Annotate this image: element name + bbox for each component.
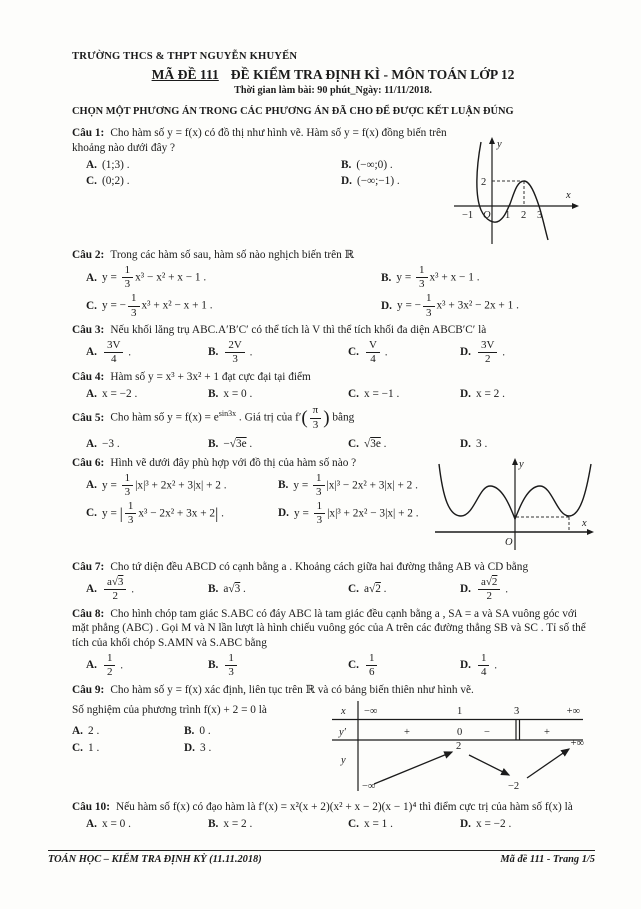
option-a-post: x³ − x² + x − 1 . <box>135 271 207 284</box>
x-tick-3: 3 <box>537 210 543 222</box>
question-9-body <box>72 699 594 796</box>
period: . <box>381 346 388 359</box>
fraction-denominator: 3 <box>316 486 322 499</box>
option-c-label: C. <box>72 741 83 754</box>
question-5-stem <box>72 405 594 431</box>
x-tick-2: 2 <box>521 210 527 222</box>
x-value-3: 3 <box>514 706 520 718</box>
question-9-left <box>72 699 328 796</box>
question-9-number: Câu 9: <box>72 683 105 696</box>
option-a-label: A. <box>86 817 97 830</box>
title-line <box>72 66 594 84</box>
fraction <box>104 577 126 603</box>
question-7-stem <box>72 560 594 575</box>
fraction-numerator: 2V <box>225 340 244 354</box>
option-b-label: B. <box>208 659 219 672</box>
sign-zero: 0 <box>457 727 463 739</box>
axis-label-x: x <box>566 190 571 202</box>
option-b-text: 0 . <box>199 725 211 738</box>
fraction <box>104 653 116 679</box>
sign-plus-2: + <box>544 727 550 739</box>
option-a <box>86 437 208 452</box>
option-d-text: x = −2 . <box>475 817 512 830</box>
x-minus-inf: −∞ <box>364 706 378 718</box>
sqrt-prefix: a√ <box>106 575 118 588</box>
abs-bar: | <box>119 505 123 523</box>
option-a-post: |x|³ + 2x² + 3|x| + 2 . <box>135 479 227 492</box>
fraction-numerator: 1 <box>416 265 428 279</box>
question-4-number: Câu 4: <box>72 370 105 383</box>
question-6 <box>72 456 594 556</box>
fraction-denominator: 2 <box>112 590 118 603</box>
option-d <box>341 174 400 189</box>
option-b-text: x = 2 . <box>223 817 253 830</box>
question-8-text: Cho hình chóp tam giác S.ABC có đáy ABC là tam giác đều cạnh bằng a , SA = a và SA vuông góc với mặt phẳng (ABC) . Gọi M và N lần lượt là hình chiếu vuông góc của A trên các đường thẳng SB và SC . Tỉ số thể tích của khối chóp S.AMN và S.ABC bằng <box>72 607 586 650</box>
option-b-label: B. <box>208 583 219 596</box>
question-1 <box>72 126 594 244</box>
period: . <box>117 659 124 672</box>
option-d <box>460 653 594 679</box>
question-10-text: Nếu hàm số f(x) có đạo hàm là f′(x) = x²(x + 2)(x² + x − 2)(x − 1)⁴ thì điểm cực trị của hàm số f(x) là <box>115 801 573 814</box>
option-a <box>86 387 208 402</box>
cubic-function-graph <box>450 134 582 248</box>
question-5-text-3: bằng <box>329 411 355 424</box>
option-c-text: x = −1 . <box>363 387 400 400</box>
option-d-label: D. <box>460 659 471 672</box>
fraction-denominator: 3 <box>124 278 131 291</box>
question-2-stem <box>72 248 594 263</box>
period: . <box>128 583 135 596</box>
question-4-options-row <box>86 387 594 402</box>
option-d-text: x = 2 . <box>475 387 505 400</box>
option-b-label: B. <box>381 271 392 284</box>
x-value-1: 1 <box>457 706 463 718</box>
option-d-label: D. <box>460 438 471 451</box>
x-tick-1: 1 <box>505 210 511 222</box>
option-b <box>208 653 348 679</box>
option-c-post: x³ + x² − x + 1 . <box>141 299 213 312</box>
option-b <box>208 817 348 832</box>
option-c-text: (0;2) . <box>101 175 130 188</box>
fraction-numerator: 1 <box>125 501 137 515</box>
question-9-stem <box>72 683 594 698</box>
fraction-denominator: 3 <box>312 418 319 431</box>
fraction-numerator <box>104 577 126 591</box>
option-a <box>72 724 184 739</box>
option-b <box>184 724 211 739</box>
option-a-label: A. <box>72 725 83 738</box>
fraction-numerator: 1 <box>478 653 490 667</box>
page-title: ĐỀ KIỂM TRA ĐỊNH KÌ - MÔN TOÁN LỚP 12 <box>230 66 515 82</box>
option-d-post: x³ + 3x² − 2x + 1 . <box>436 299 519 312</box>
option-a-text: x = −2 . <box>101 387 138 400</box>
fraction <box>104 340 123 366</box>
question-9-subtext: Số nghiệm của phương trình f(x) + 2 = 0 là <box>72 704 267 717</box>
option-b <box>381 265 480 291</box>
option-a-label: A. <box>86 387 97 400</box>
question-9-text: Cho hàm số y = f(x) xác định, liên tục trên ℝ và có bảng biến thiên như hình vẽ. <box>110 683 474 696</box>
exam-time: Thời gian làm bài: 90 phút_Ngày: 11/11/2018. <box>234 85 432 97</box>
period: . <box>240 583 246 596</box>
sqrt-radicand: 3e <box>370 438 381 451</box>
y-max-2: 2 <box>456 741 462 753</box>
fraction-denominator: 2 <box>484 353 491 366</box>
question-2 <box>72 248 594 319</box>
question-1-stem <box>72 126 472 155</box>
option-a-label: A. <box>86 438 97 451</box>
option-d <box>381 293 519 319</box>
sqrt-prefix: a√ <box>480 575 492 588</box>
option-c-label: C. <box>86 507 97 520</box>
exponent: sin3x <box>218 409 237 419</box>
fraction <box>478 577 500 603</box>
sign-minus: − <box>484 727 490 739</box>
fraction <box>122 265 134 291</box>
question-6-stem <box>72 456 492 471</box>
option-d-post: |x|³ + 2x² − 3|x| + 2 . <box>327 507 419 520</box>
fraction <box>122 473 134 499</box>
question-4 <box>72 370 594 401</box>
fraction-numerator: 1 <box>366 653 378 667</box>
option-d-label: D. <box>460 583 471 596</box>
fraction-denominator: 3 <box>228 666 234 679</box>
question-7 <box>72 560 594 603</box>
fraction-numerator: 1 <box>104 653 116 667</box>
exam-code: MÃ ĐỀ 111 <box>151 66 219 82</box>
fraction-numerator: 1 <box>122 265 134 279</box>
question-8-stem <box>72 607 594 651</box>
option-a-label: A. <box>86 158 97 171</box>
fraction <box>314 501 326 527</box>
option-a <box>86 653 208 679</box>
option-c-text: 1 . <box>87 741 100 754</box>
option-a <box>86 473 278 499</box>
fraction-denominator: 4 <box>370 353 376 366</box>
question-3-number: Câu 3: <box>72 324 105 337</box>
footer-right: Mã đề 111 - Trang 1/5 <box>500 854 595 865</box>
abs-bar: | <box>215 505 219 523</box>
option-a-label: A. <box>86 479 97 492</box>
option-a-text: (1;3) . <box>101 158 130 171</box>
option-c <box>348 387 460 402</box>
option-b-label: B. <box>208 346 219 359</box>
question-2-options-row-1 <box>86 265 594 291</box>
fraction-denominator: 2 <box>486 590 492 603</box>
period: . <box>499 346 506 359</box>
option-c-label: C. <box>348 817 359 830</box>
fraction <box>313 473 325 499</box>
fraction <box>478 653 490 679</box>
fraction <box>225 653 237 679</box>
axis-label-y: y <box>497 139 502 151</box>
fraction-numerator: V <box>366 340 380 354</box>
option-d <box>460 577 594 603</box>
period: . <box>125 346 132 359</box>
option-b-pre: −√ <box>223 438 236 451</box>
fraction <box>478 340 497 366</box>
sqrt-radicand: 3 <box>234 583 241 596</box>
option-a-label: A. <box>86 346 97 359</box>
paren-close: ) <box>323 407 330 429</box>
option-c-label: C. <box>348 387 359 400</box>
option-b-label: B. <box>341 158 352 171</box>
option-c <box>348 653 460 679</box>
question-9-options-row-2 <box>72 741 328 756</box>
option-a <box>86 158 341 173</box>
option-a-label: A. <box>86 271 97 284</box>
fraction <box>310 405 322 431</box>
option-b-label: B. <box>184 725 195 738</box>
question-2-text: Trong các hàm số sau, hàm số nào nghịch biến trên ℝ <box>110 249 354 262</box>
period: . <box>502 583 509 596</box>
option-a-pre: y = <box>101 271 120 284</box>
sign-plus-1: + <box>404 727 410 739</box>
option-d-text: 3 . <box>199 741 212 754</box>
option-c-label: C. <box>348 659 359 672</box>
option-d <box>460 437 594 452</box>
option-a <box>86 340 208 366</box>
y-min-minus-2: −2 <box>508 781 520 792</box>
row-label-y-prime: y′ <box>339 727 346 739</box>
option-d-pre: y = − <box>396 299 422 312</box>
option-d-label: D. <box>381 299 392 312</box>
option-c-pre: √ <box>363 438 371 451</box>
question-10 <box>72 800 594 831</box>
option-d <box>460 387 594 402</box>
option-c <box>348 340 460 366</box>
option-c-pre: y = <box>101 507 120 520</box>
fraction-numerator: 3V <box>478 340 497 354</box>
option-b <box>208 582 348 597</box>
fraction-denominator: 3 <box>131 306 137 319</box>
exam-instruction: CHỌN MỘT PHƯƠNG ÁN TRONG CÁC PHƯƠNG ÁN ĐÃ CHO ĐỂ ĐƯỢC KẾT LUẬN ĐÚNG <box>72 105 514 117</box>
option-b <box>208 387 348 402</box>
fraction <box>225 340 244 366</box>
fraction <box>416 265 428 291</box>
option-b-pre: y = <box>396 271 415 284</box>
sqrt-prefix: a√ <box>363 583 376 596</box>
option-c-pre: y = − <box>101 299 127 312</box>
period: . <box>380 438 387 451</box>
fraction <box>366 653 378 679</box>
option-b-pre: y = <box>293 479 312 492</box>
period: . <box>380 583 387 596</box>
option-d-label: D. <box>341 175 352 188</box>
option-a <box>86 265 381 291</box>
y-tick-2: 2 <box>481 177 487 189</box>
option-d <box>460 817 594 832</box>
question-3-text: Nếu khối lăng trụ ABC.A′B′C′ có thể tích là V thì thể tích khối đa diện ABCB′C′ là <box>110 324 487 337</box>
sqrt-radicand: 2 <box>375 583 381 596</box>
question-5 <box>72 405 594 452</box>
paren-open: ( <box>301 407 308 429</box>
sqrt-radicand: 2 <box>491 575 498 588</box>
y-top-plus-inf: +∞ <box>570 738 584 750</box>
question-1-number: Câu 1: <box>72 127 105 140</box>
question-10-stem <box>72 800 594 815</box>
option-c <box>86 501 278 527</box>
option-c <box>348 817 460 832</box>
question-5-number: Câu 5: <box>72 411 105 424</box>
option-a <box>86 817 208 832</box>
question-9 <box>72 683 594 796</box>
question-8-number: Câu 8: <box>72 607 105 620</box>
option-a <box>86 577 208 603</box>
fraction-denominator: 6 <box>368 666 375 679</box>
option-c-label: C. <box>348 346 359 359</box>
question-5-text-1: Cho hàm số y = f(x) = e <box>110 411 219 424</box>
x-plus-inf: +∞ <box>566 706 580 718</box>
option-c <box>72 741 184 756</box>
option-b <box>341 158 393 173</box>
option-c-text: x = 1 . <box>363 817 393 830</box>
fraction-denominator: 3 <box>426 306 432 319</box>
option-a-text: 2 . <box>87 725 100 738</box>
fraction <box>366 340 380 366</box>
fraction-numerator: 1 <box>225 653 237 667</box>
option-d <box>184 741 211 756</box>
row-label-x: x <box>341 706 346 718</box>
question-2-options-row-2 <box>86 293 594 319</box>
period: . <box>246 438 253 451</box>
fraction-numerator: π <box>310 405 322 419</box>
question-10-options-row <box>86 817 594 832</box>
question-4-text: Hàm số y = x³ + 3x² + 1 đạt cực đại tại điểm <box>110 370 311 383</box>
question-8-options-row <box>86 653 594 679</box>
period: . <box>491 659 498 672</box>
question-6-options-row-2 <box>86 501 426 527</box>
question-3-stem <box>72 323 594 338</box>
w-shape-function-graph <box>433 456 598 554</box>
footer-left: TOÁN HỌC – KIỂM TRA ĐỊNH KỲ (11.11.2018) <box>48 854 262 865</box>
question-6-options-row-1 <box>86 473 426 499</box>
option-c <box>86 174 341 189</box>
option-d-label: D. <box>460 387 471 400</box>
question-7-number: Câu 7: <box>72 560 105 573</box>
option-c-label: C. <box>348 583 359 596</box>
option-b-post: |x|³ − 2x² + 3|x| + 2 . <box>326 479 418 492</box>
question-5-text-2: . Giá trị của f′ <box>236 411 302 424</box>
fraction-numerator: 1 <box>313 473 325 487</box>
sqrt-radicand: 3 <box>117 575 124 588</box>
option-d <box>278 501 419 527</box>
option-b-text: (−∞;0) . <box>356 158 393 171</box>
question-7-text: Cho tứ diện đều ABCD có cạnh bằng a . Khoảng cách giữa hai đường thẳng AB và CD bằng <box>110 560 529 573</box>
option-a-text: x = 0 . <box>101 817 131 830</box>
question-1-text: Cho hàm số y = f(x) có đồ thị như hình vẽ. Hàm số y = f(x) đồng biến trên khoảng nào dưới đây ? <box>72 127 447 154</box>
fraction-denominator: 3 <box>419 278 425 291</box>
fraction-denominator: 3 <box>127 514 134 527</box>
fraction <box>125 501 137 527</box>
variation-table <box>332 699 586 791</box>
fraction-denominator: 4 <box>110 353 117 366</box>
y-bottom-minus-inf: −∞ <box>362 781 376 792</box>
option-b-label: B. <box>208 817 219 830</box>
question-4-stem <box>72 370 594 385</box>
option-d-label: D. <box>278 507 289 520</box>
exam-content <box>72 50 594 836</box>
option-b-text: x = 0 . <box>223 387 253 400</box>
fraction-numerator: 1 <box>122 473 134 487</box>
fraction-numerator: 1 <box>128 293 140 307</box>
fraction-denominator: 4 <box>480 666 487 679</box>
option-a-label: A. <box>86 583 97 596</box>
fraction-numerator: 1 <box>423 293 435 307</box>
origin-label: O <box>505 536 513 548</box>
option-b-label: B. <box>208 387 219 400</box>
fraction-denominator: 3 <box>316 514 323 527</box>
school-name: TRƯỜNG THCS & THPT NGUYỄN KHUYẾN <box>72 51 298 62</box>
fraction <box>128 293 140 319</box>
option-b <box>208 437 348 452</box>
question-10-number: Câu 10: <box>72 801 110 814</box>
page-footer <box>48 850 595 865</box>
question-7-options-row <box>86 577 594 603</box>
question-6-text: Hình vẽ dưới đây phù hợp với đồ thị của hàm số nào ? <box>110 456 357 469</box>
option-d-pre: y = <box>293 507 312 520</box>
fraction-numerator <box>478 577 500 591</box>
option-d-label: D. <box>184 741 195 754</box>
option-c-label: C. <box>86 299 97 312</box>
option-a-pre: y = <box>101 479 120 492</box>
option-a-text: −3 . <box>101 438 120 451</box>
fraction-denominator: 3 <box>124 486 131 499</box>
option-c <box>348 582 460 597</box>
period: . <box>218 507 224 520</box>
fraction-numerator: 1 <box>314 501 326 515</box>
question-8 <box>72 607 594 679</box>
option-b <box>278 473 418 499</box>
option-b-post: x³ + x − 1 . <box>429 271 480 284</box>
option-d-text: 3 . <box>475 438 488 451</box>
option-d-text: (−∞;−1) . <box>356 175 400 188</box>
axis-label-y: y <box>519 458 524 470</box>
option-c-label: C. <box>348 438 359 451</box>
option-c <box>348 437 460 452</box>
option-a-label: A. <box>86 659 97 672</box>
row-label-y: y <box>341 755 346 767</box>
option-d <box>460 340 594 366</box>
question-3 <box>72 323 594 366</box>
origin-label: O <box>483 210 491 222</box>
option-b-label: B. <box>208 438 219 451</box>
question-3-options-row <box>86 340 594 366</box>
fraction-numerator: 3V <box>104 340 123 354</box>
option-d-label: D. <box>460 817 471 830</box>
option-c-post: x³ − 2x² + 3x + 2 <box>138 507 216 520</box>
option-c-label: C. <box>86 175 97 188</box>
question-6-number: Câu 6: <box>72 456 105 469</box>
x-tick-minus1: −1 <box>462 210 474 222</box>
sqrt-prefix: a√ <box>223 583 235 596</box>
option-c <box>86 293 381 319</box>
question-9-options-row-1 <box>72 724 328 739</box>
fraction-denominator: 3 <box>232 353 238 366</box>
option-b <box>208 340 348 366</box>
question-9-right <box>328 699 594 796</box>
period: . <box>246 346 253 359</box>
option-d-label: D. <box>460 346 471 359</box>
fraction <box>423 293 435 319</box>
sqrt-radicand: 3e <box>235 438 247 451</box>
fraction-denominator: 2 <box>106 666 113 679</box>
question-5-options-row <box>86 437 594 452</box>
axis-label-x: x <box>582 517 587 529</box>
question-2-number: Câu 2: <box>72 249 105 262</box>
option-b-label: B. <box>278 479 289 492</box>
